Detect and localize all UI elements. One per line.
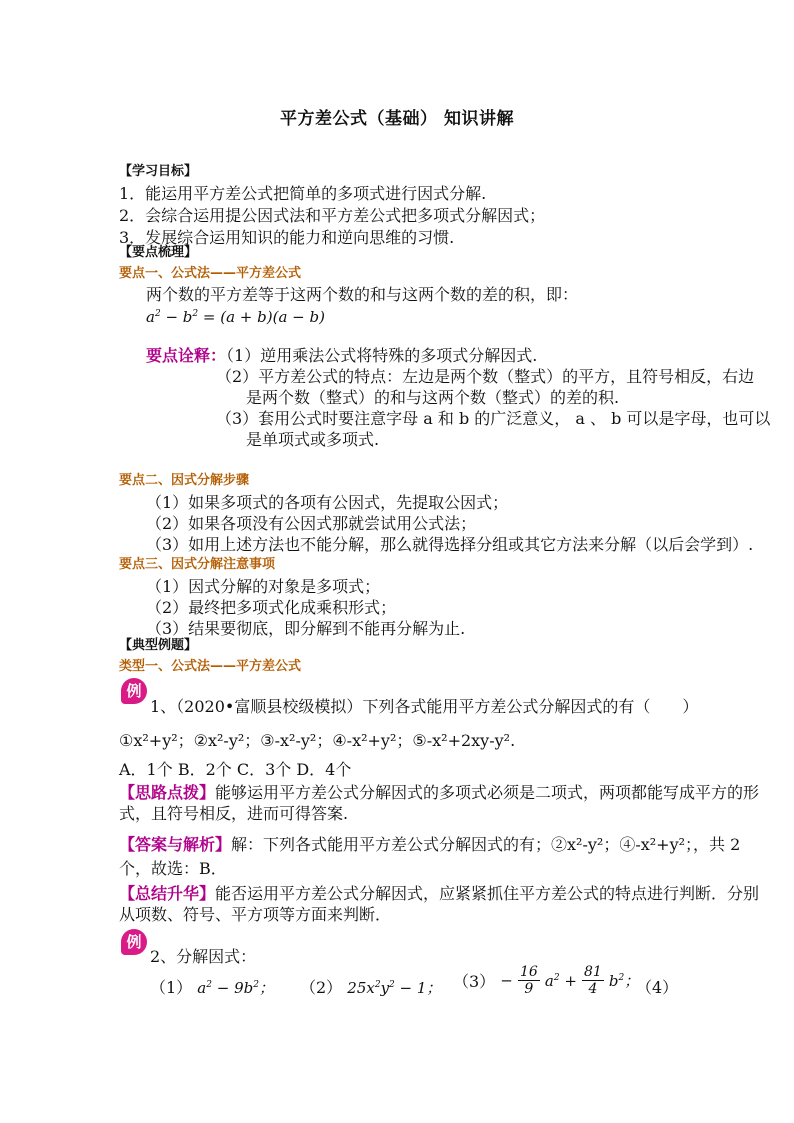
difference-of-squares-formula (146, 308, 325, 326)
caution-item: （3）结果要彻底，即分解到不能再分解为止. (146, 619, 466, 638)
summary-text: 能否运用平方差公式分解因式，应紧紧抓住平方差公式的特点进行判断．分别 (215, 884, 760, 903)
example-badge-icon: 例 (121, 929, 147, 955)
example-2-question: 2、分解因式： (150, 947, 257, 966)
fraction: $\frac{16}{9}$ (519, 964, 538, 997)
key-point-1-title: 要点一、公式法——平方差公式 (119, 266, 302, 281)
summary-line-b: 从项数、符号、平方项等方面来判断． (119, 905, 392, 924)
note-label: 要点诠释： (146, 346, 227, 365)
key-point-2-title: 要点二、因式分解步骤 (119, 473, 250, 488)
step-item: （1）如果多项式的各项有公因式，先提取公因式； (146, 493, 509, 512)
summary-line-a (119, 881, 759, 904)
example-1-options: ①x²+y²；②x²-y²；③-x²-y²；④-x²+y²；⑤-x²+2xy-y². (119, 731, 516, 750)
hint-line-b: 式，且符号相反，进而可得答案. (119, 804, 349, 823)
page-title: 平方差公式（基础） 知识讲解 (280, 109, 514, 129)
formula-text: $a^2 - b^2 = (a + b)(a - b)$ (146, 308, 325, 326)
part-label: （3） (453, 972, 496, 991)
answer-line-b: 个，故选：B． (119, 859, 227, 878)
goal-item: 1．能运用平方差公式把简单的多项式进行因式分解. (119, 184, 487, 203)
example-1-choices: A．1个 B．2个 C．3个 D．4个 (119, 760, 352, 779)
key-point-1-text: 两个数的平方差等于这两个数的和与这两个数的差的积，即： (146, 285, 579, 304)
goal-item: 3．发展综合运用知识的能力和逆向思维的习惯. (119, 228, 455, 247)
note-line-3a: （3）套用公式时要注意字母 a 和 b 的广泛意义， a 、 b 可以是字母，也可以 (216, 409, 771, 428)
example-1-question: 1、（2020•富顺县校级模拟）下列各式能用平方差公式分解因式的有（ ） (150, 697, 699, 716)
hint-text: 能够运用平方差公式分解因式的多项式必须是二项式，两项都能写成平方的形 (215, 783, 760, 802)
example-2-part-4: （4） (636, 978, 679, 997)
answer-line-a (119, 832, 740, 855)
step-item: （2）如果各项没有公因式那就尝试用公式法； (146, 514, 477, 533)
note-text: （1）逆用乘法公式将特殊的多项式分解因式. (226, 346, 538, 365)
note-line-1 (146, 343, 537, 366)
fraction: $\frac{81}{4}$ (584, 964, 602, 997)
answer-label: 【答案与解析】 (119, 835, 232, 854)
part-label: （1） (150, 978, 193, 997)
step-item: （3）如用上述方法也不能分解，那么就得选择分组或其它方法来分解（以后会学到）. (146, 535, 754, 554)
hint-label: 【思路点拨】 (119, 783, 216, 802)
example-2-part-2 (300, 975, 441, 998)
goal-item: 2．会综合运用提公因式法和平方差公式把多项式分解因式； (119, 206, 546, 225)
caution-item: （1）因式分解的对象是多项式； (146, 577, 381, 596)
hint-line-a (119, 780, 759, 803)
part-1-expression: $a^2 - 9b^2$； (197, 979, 274, 997)
type-1-title: 类型一、公式法——平方差公式 (119, 659, 302, 674)
section-key-points-heading: 【要点梳理】 (119, 245, 198, 260)
section-learning-goals-heading: 【学习目标】 (119, 164, 198, 179)
part-2-expression: $25x^2y^2 - 1$； (347, 979, 442, 997)
key-point-3-title: 要点三、因式分解注意事项 (119, 557, 276, 572)
example-2-part-3: （3） − $\frac{16}{9}$ $a^2$ + $\frac{81}{4}$ $b^2$； (453, 964, 640, 997)
caution-item: （2）最终把多项式化成乘积形式； (146, 598, 397, 617)
part-label: （2） (300, 978, 343, 997)
summary-label: 【总结升华】 (119, 884, 216, 903)
example-2-part-1 (150, 975, 274, 998)
note-line-2b: 是两个数（整式）的和与这两个数（整式）的差的积. (246, 388, 620, 407)
note-line-2a: （2）平方差公式的特点：左边是两个数（整式）的平方，且符号相反，右边 (216, 367, 755, 386)
answer-text: 解：下列各式能用平方差公式分解因式的有；②x²-y²；④-x²+y²；，共 2 (231, 835, 741, 854)
example-badge-icon: 例 (121, 678, 147, 704)
section-examples-heading: 【典型例题】 (119, 638, 198, 653)
note-line-3b: 是单项式或多项式. (246, 430, 380, 449)
